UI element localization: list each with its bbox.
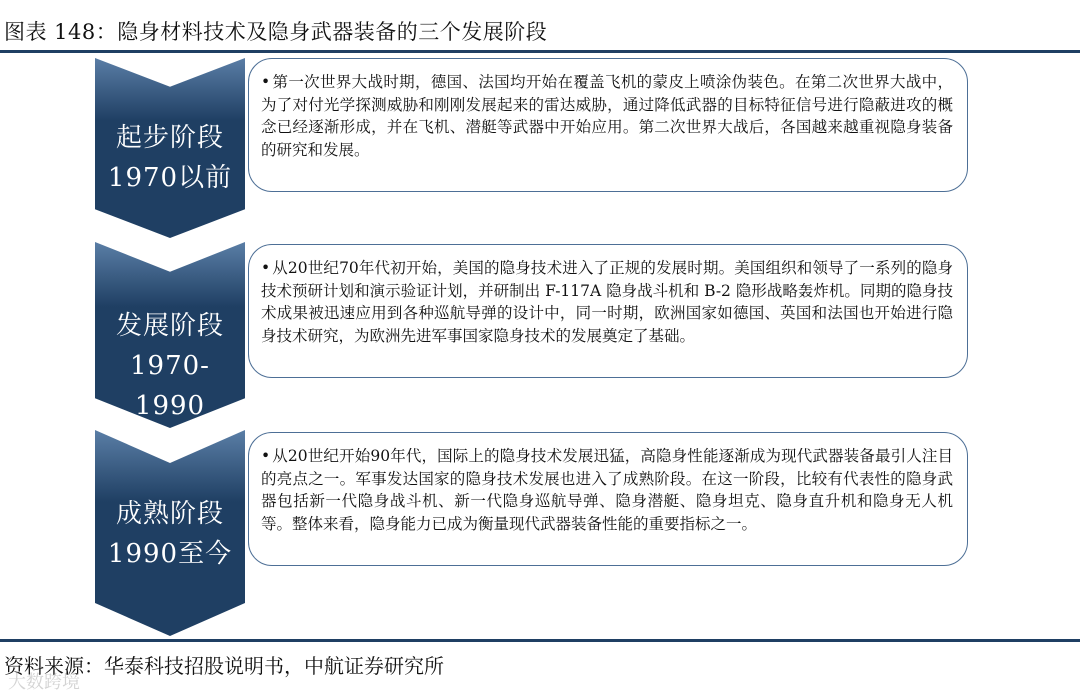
stage-2-label (95, 306, 245, 426)
bullet-icon: • (261, 259, 271, 277)
stage-1-text: 第一次世界大战时期，德国、法国均开始在覆盖飞机的蒙皮上喷涂伪装色。在第二次世界大战中，为了对付光学探测威胁和刚刚发展起来的雷达威胁，通过降低武器的目标特征信号进行隐蔽进攻的概念已经逐渐形成，并在飞机、潜艇等武器中开始应用。第二次世界大战后，各国越来越重视隐身装备的研究和发展。 (261, 73, 953, 159)
stage-1-period: 1970以前 (107, 163, 233, 193)
stage-2-name: 发展阶段 (115, 311, 224, 341)
source-rule (0, 639, 1080, 642)
stage-1-description (248, 58, 968, 192)
stage-3-description (248, 432, 968, 566)
stage-3-name: 成熟阶段 (115, 499, 224, 529)
figure-title: 图表 148：隐身材料技术及隐身武器装备的三个发展阶段 (4, 20, 548, 44)
watermark: 大数跨境 (8, 672, 80, 693)
stage-2-period: 1970-1990 (130, 351, 210, 421)
stage-3-text: 从20世纪开始90年代，国际上的隐身技术发展迅猛，高隐身性能逐渐成为现代武器装备最引人注目的亮点之一。军事发达国家的隐身技术发展也进入了成熟阶段。在这一阶段，比较有代表性的隐身武器包括新一代隐身战斗机、新一代隐身巡航导弹、隐身潜艇、隐身坦克、隐身直升机和隐身无人机等。整体来看，隐身能力已成为衡量现代武器装备性能的重要指标之一。 (261, 447, 953, 533)
bullet-icon: • (261, 447, 271, 465)
bullet-icon: • (261, 73, 271, 91)
stage-1-label (95, 118, 245, 198)
stage-3-label (95, 494, 245, 574)
stage-3-period: 1990至今 (107, 539, 233, 569)
source-note: 资料来源：华泰科技招股说明书，中航证券研究所 (4, 654, 444, 678)
stage-2-description (248, 244, 968, 378)
stage-2-text: 从20世纪70年代初开始，美国的隐身技术进入了正规的发展时期。美国组织和领导了一系列的隐身技术预研计划和演示验证计划，并研制出 F-117A 隐身战斗机和 B-2 隐形战略轰炸机。同期的隐身技术成果被迅速应用到各种巡航导弹的设计中，同一时期，欧洲国家如德国、英国和法国也开始进行隐身技术研究，为欧洲先进军事国家隐身技术的发展奠定了基础。 (261, 259, 953, 345)
stage-1-name: 起步阶段 (115, 123, 224, 153)
